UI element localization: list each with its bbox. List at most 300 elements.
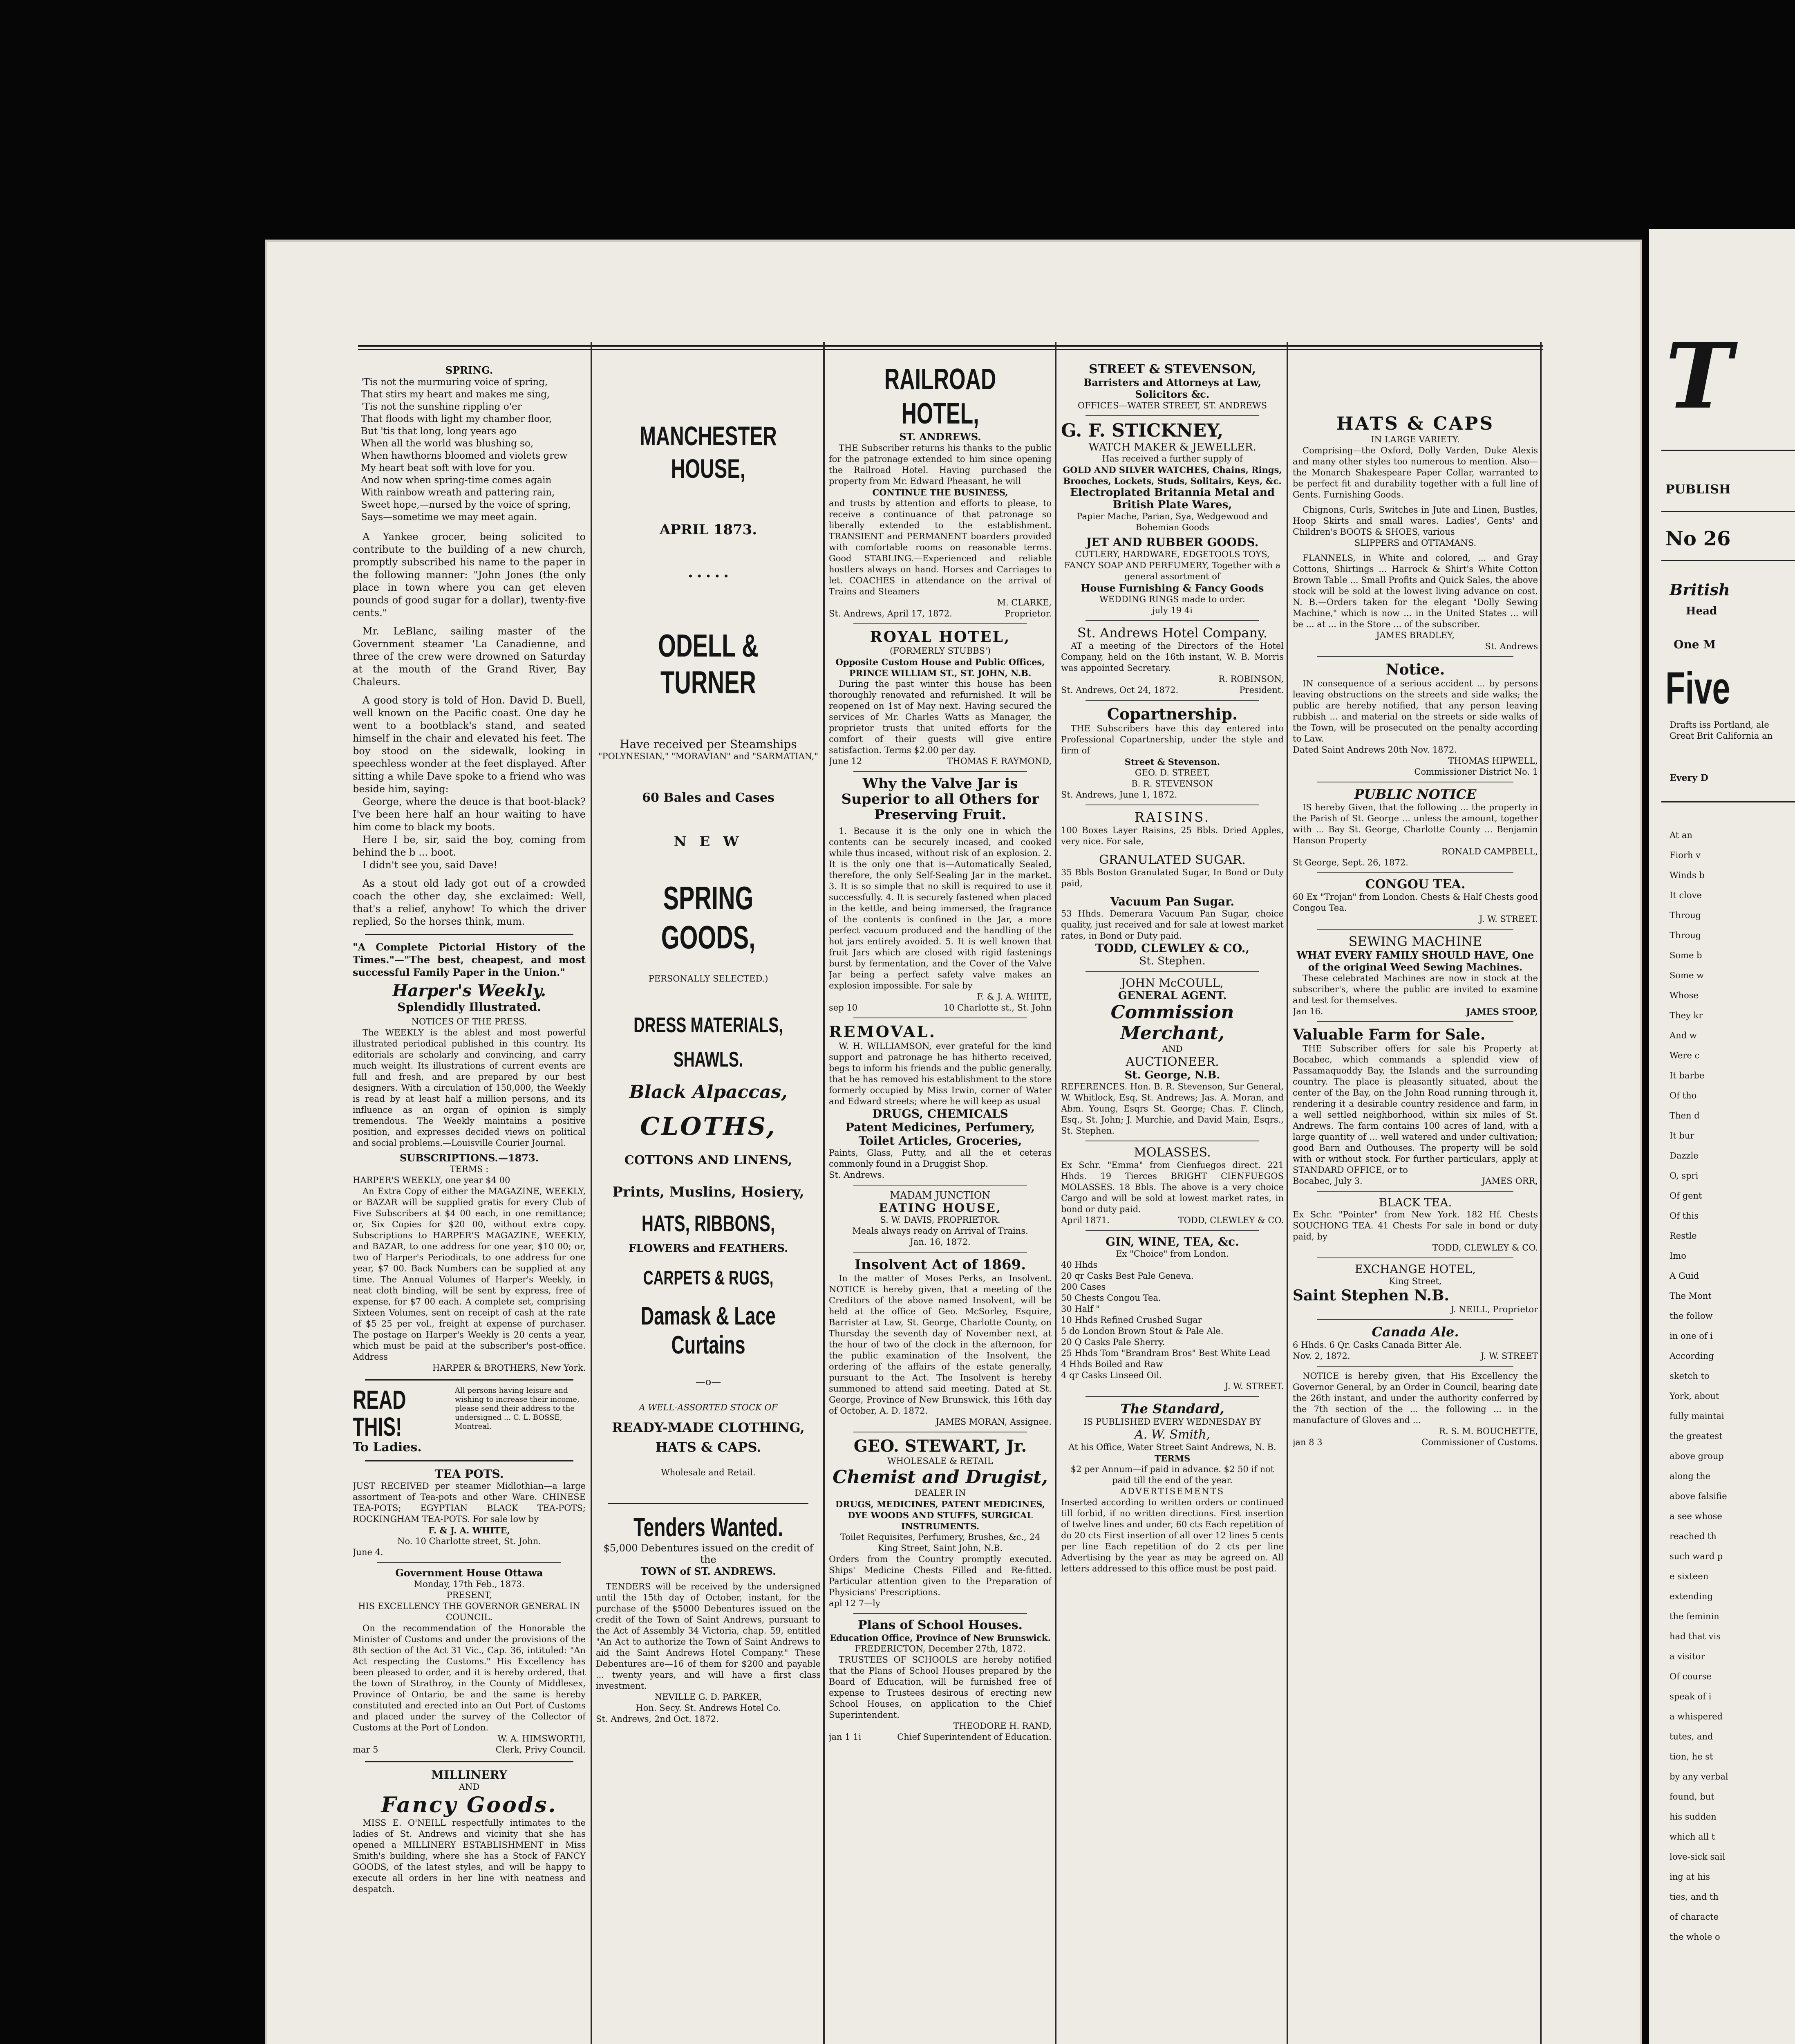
text-fragment-line: The Mont — [1670, 1291, 1712, 1301]
variety: IN LARGE VARIETY. — [1371, 435, 1460, 444]
patent-medicines: Patent Medicines, Perfumery, — [845, 1121, 1035, 1134]
meals-date: Jan. 16, 1872. — [910, 1237, 971, 1247]
top-rule — [358, 345, 1543, 347]
and: AND — [1162, 1044, 1183, 1054]
text-fragment-line: Of tho — [1670, 1091, 1697, 1100]
gov-date: Monday, 17th Feb., 1873. — [414, 1579, 525, 1589]
harper-address: HARPER & BROTHERS, New York. — [432, 1363, 586, 1373]
raisins: RAISINS. — [1134, 809, 1211, 825]
valve-date: sep 10 — [829, 1003, 858, 1013]
copartnership: Copartnership. — [1107, 705, 1238, 723]
continue-business: CONTINUE THE BUSINESS, — [872, 487, 1008, 498]
text-fragment-line: a visitor — [1670, 1652, 1705, 1661]
text-fragment-line: Restle — [1670, 1231, 1697, 1241]
divider — [853, 1185, 1027, 1186]
divider — [1086, 415, 1259, 416]
public-notice: PUBLIC NOTICE — [1354, 787, 1477, 802]
valve-jar-heading: Why the Valve Jar is Superior to all Others for Preserving Fruit. — [841, 775, 1039, 823]
notices-heading: NOTICES OF THE PRESS. — [411, 1017, 527, 1026]
king-street: King Street, — [1389, 1276, 1442, 1286]
molasses-footer — [1061, 1215, 1284, 1226]
valve-signature: F. & J. A. WHITE, — [977, 992, 1052, 1002]
text-fragment-line: York, about — [1670, 1391, 1719, 1401]
divider — [1086, 1230, 1259, 1231]
text-fragment-line: And w — [1670, 1031, 1697, 1040]
manchester-house: MANCHESTER HOUSE, — [640, 421, 777, 484]
royal-signature: THOMAS F. RAYMOND, — [947, 756, 1052, 766]
raisins-text: 100 Boxes Layer Raisins, 25 Bbls. Dried Apples, very nice. For sale, — [1061, 825, 1284, 846]
eating-house: EATING HOUSE, — [879, 1201, 1002, 1215]
gold-watches: GOLD AND SILVER WATCHES, Chains, Rings, Brooches, Lockets, Studs, Solitairs, Keys, &c. — [1063, 465, 1282, 486]
text-fragment-line: the follow — [1670, 1311, 1713, 1321]
st-george: St. George, N.B. — [1124, 1069, 1220, 1081]
dress-materials: DRESS MATERIALS, — [633, 1013, 783, 1037]
text-fragment-line: At an — [1670, 830, 1692, 840]
jet-rubber: JET AND RUBBER GOODS. — [1086, 536, 1259, 549]
text-fragment-line: in one of i — [1670, 1331, 1713, 1341]
text-fragment-line: above group — [1670, 1451, 1724, 1461]
saint-stephen: Saint Stephen N.B. — [1293, 1287, 1449, 1304]
millinery-text: MISS E. O'NEILL respectfully intimates to the ladies of St. Andrews and vicinity that she has opened a MILLINERY ESTABLISHMENT in Miss Smith's building, where she has a Stock of FANCY GOODS, of the latest styles, and will be happy to execute all orders in her line with neatness and despatch. — [353, 1818, 586, 1894]
notice-text: IN consequence of a serious accident ... by persons leaving obstructions on the streets and side walks; the public are hereby notified, that any person leaving rubbish ... and material on the streets or side walks of the Town, will be prosecuted on the penalty according to Law. — [1293, 679, 1538, 744]
public-text: IS hereby Given, that the following ... the property in the Parish of St. George ... unless the amount, together with ... Bay St. George, Charlotte County ... Benjamin Hanson Property — [1293, 802, 1538, 845]
column-rule — [591, 342, 592, 2044]
poem-line: But 'tis that long, long years ago — [361, 426, 517, 437]
text-fragment-line: They kr — [1670, 1011, 1703, 1020]
carpets-rugs: CARPETS & RUGS, — [643, 1267, 774, 1289]
publish-fragment: PUBLISH — [1665, 482, 1731, 497]
gin-item: 20 qr Casks Best Pale Geneva. — [1061, 1271, 1194, 1281]
one-fragment: One M — [1674, 638, 1716, 651]
education-office: Education Office, Province of New Brunswick. — [830, 1633, 1051, 1643]
rand: THEODORE H. RAND, — [953, 1721, 1052, 1731]
notice-date: Dated Saint Andrews 20th Nov. 1872. — [1293, 745, 1457, 755]
st-stephen: St. Stephen. — [1139, 955, 1206, 967]
text-fragment-line: a see whose — [1670, 1511, 1722, 1521]
drugs-list: DRUGS, MEDICINES, PATENT MEDICINES, DYE WOODS AND STUFFS, SURGICAL INSTRUMENTS. — [835, 1499, 1045, 1531]
gov-text: On the recommendation of the Honorable the Minister of Customs and under the provisions of the 8th section of the Act 31 Vic., Cap. 36, intituled: "An Act respecting the Customs." His Excellency has been pleased to order, and it is hereby ordered, that the town of Strathroy, in the County of Middlesex, Province of Ontario, be and the same is hereby constituted and erected into an Out Port of Customs and placed under the survey of the Collector of Customs at the Port of London. — [353, 1623, 586, 1732]
rule — [1661, 560, 1795, 561]
hotel-company: St. Andrews Hotel Company. — [1077, 625, 1268, 641]
bales: 60 Bales and Cases — [642, 791, 774, 805]
article-stout: As a stout old lady got out of a crowded coach the other day, she exclaimed: Well, that's a relief, anyhow! To which the driver replied, So the horses think, mum. — [353, 878, 586, 927]
copartnership-text: THE Subscribers have this day entered into Professional Copartnership, under the style and firm of — [1061, 724, 1284, 755]
article-didnt: I didn't see you, said Dave! — [363, 859, 498, 871]
gin-item: 10 Hhds Refined Crushed Sugar — [1061, 1315, 1202, 1325]
black-tea-text: Ex Schr. "Pointer" from New York. 182 Hf. Chests SOUCHONG TEA. 41 Chests For sale in bond or duty paid, by — [1293, 1210, 1538, 1242]
todd-clewley-2: TODD, CLEWLEY & CO. — [1178, 1215, 1284, 1225]
text-fragment-line: A Guid — [1670, 1271, 1699, 1281]
insolvent-heading: Insolvent Act of 1869. — [854, 1257, 1026, 1273]
formerly: (FORMERLY STUBBS') — [890, 646, 991, 656]
text-fragment-line: reached th — [1670, 1531, 1717, 1541]
gin-item: 4 qr Casks Linseed Oil. — [1061, 1370, 1162, 1380]
bradley: JAMES BRADLEY, — [1376, 630, 1455, 640]
text-fragment-line: speak of i — [1670, 1692, 1712, 1701]
tenders-date: St. Andrews, 2nd Oct. 1872. — [596, 1714, 719, 1724]
subscriptions-heading: SUBSCRIPTIONS.—1873. — [399, 1152, 539, 1164]
bouchette-date: jan 8 3 — [1293, 1437, 1323, 1447]
divider — [1317, 872, 1513, 873]
article-story: A good story is told of Hon. David D. Buell, well known on the Pacific coast. One day he went to a bootblack's stand, and seated himself in the chair and elevated his feet. The boy stood on the sidewalk, looking in speechless wonder at the feet displayed. After sitting a while Dave spoke to a friend who was beside him, saying: — [353, 695, 586, 795]
terms-text: $2 per Annum—if paid in advance. $2 50 if not paid till the end of the year. — [1070, 1464, 1274, 1485]
text-fragment-line: tutes, and — [1670, 1732, 1713, 1741]
campbell: RONALD CAMPBELL, — [1441, 847, 1538, 856]
divider — [365, 1460, 573, 1461]
flowers-feathers: FLOWERS and FEATHERS. — [628, 1242, 788, 1255]
railroad-footer — [829, 608, 1052, 619]
teapots-address: No. 10 Charlotte street, St. John. — [397, 1536, 541, 1546]
canada-text: 6 Hhds. 6 Qr. Casks Canada Bitter Ale. — [1293, 1340, 1462, 1350]
text-fragment-line: Imo — [1670, 1251, 1686, 1261]
bouchette-title: Commissioner of Customs. — [1421, 1437, 1538, 1447]
cottons-linens: COTTONS AND LINENS, — [624, 1153, 792, 1168]
rule — [1661, 450, 1795, 451]
removal-place: St. Andrews. — [829, 1170, 885, 1180]
poem-line: 'Tis not the sunshine rippling o'er — [361, 401, 522, 412]
bouchette: R. S. M. BOUCHETTE, — [1439, 1426, 1538, 1436]
text-fragment-line: a whispered — [1670, 1712, 1723, 1721]
column-2 — [596, 419, 821, 2044]
farm-for-sale: Valuable Farm for Sale. — [1293, 1026, 1486, 1043]
british-fragment: British — [1670, 580, 1730, 599]
text-fragment-line: love-sick sail — [1670, 1852, 1726, 1862]
gov-present: PRESENT, — [446, 1590, 492, 1600]
exchange-hotel: EXCHANGE HOTEL, — [1354, 1262, 1476, 1276]
poem-line: That floods with light my chamber floor, — [361, 414, 552, 424]
royal-hotel: ROYAL HOTEL, — [870, 628, 1011, 645]
harper-price: HARPER'S WEEKLY, one year $4 00 — [353, 1175, 510, 1185]
sewing-text: WHAT EVERY FAMILY SHOULD HAVE, One of the original Weed Sewing Machines. — [1296, 949, 1534, 973]
offices: OFFICES—WATER STREET, ST. ANDREWS — [1077, 401, 1267, 410]
black-tea: BLACK TEA. — [1379, 1196, 1452, 1209]
text-fragment-line: found, but — [1670, 1792, 1714, 1802]
read-this-heading: READ THIS! — [353, 1385, 406, 1441]
read-this-ad — [353, 1386, 586, 1455]
royal-text: During the past winter this house has been thoroughly renovated and refurnished. It will be reopened on 1st of May next. Having secured the services of Mr. Charles Watts as Manager, the proprietor trusts that united efforts for the comfort of their guests will give entire satisfaction. Terms $2.00 per day. — [829, 679, 1052, 755]
stoop-date: Jan 16. — [1293, 1006, 1323, 1016]
sewing-text-2: These celebrated Machines are now in stock at the subscriber's, where the public are invited to examine and test for themselves. — [1293, 973, 1538, 1005]
poem-line: That stirs my heart and makes me sing, — [361, 389, 550, 400]
gov-footer — [353, 1744, 586, 1755]
copartnership-firm: Street & Stevenson. — [1124, 757, 1220, 767]
stickney: G. F. STICKNEY, — [1061, 420, 1224, 441]
poem-line: When all the world was blushing so, — [361, 438, 534, 449]
plans-text: TRUSTEES OF SCHOOLS are hereby notified that the Plans of School Houses prepared by the Board of Education, will be furnished free of expense to Trustees desirous of erecting new School Houses, on application to the Chief Superintendent. — [829, 1655, 1052, 1720]
text-fragment-line: tion, he st — [1670, 1752, 1713, 1762]
text-fragment-line: Some w — [1670, 970, 1704, 980]
molasses: MOLASSES. — [1134, 1145, 1211, 1160]
orr-date: Bocabec, July 3. — [1293, 1176, 1363, 1186]
text-fragment-line: Throug — [1670, 930, 1701, 940]
poem-line: Says—sometime we may meet again. — [361, 512, 537, 522]
drafts-fragment: Drafts iss Portland, ale Great Brit California an — [1670, 720, 1773, 741]
notices-text: The WEEKLY is the ablest and most powerful illustrated periodical published in this country. Its editorials are scholarly and convincing, and carry much weight. Its illustrations of current events are full and fresh, and are prepared by our best designers. With a circulation of 150,000, the Weekly is read by at least half a million persons, and its influence as an organ of opinion is simply tremendous. The Weekly maintains a positive position, and expresses decided views on political and social problems.—Louisville Courier Journal. — [353, 1028, 586, 1148]
fancy-goods-heading: Fancy Goods. — [381, 1793, 557, 1818]
hats-ribbons: HATS, RIBBONS, — [641, 1210, 775, 1236]
hotel-company-text: AT a meeting of the Directors of the Hotel Company, held on the 16th instant, W. B. Morris was appointed Secretary. — [1061, 641, 1284, 673]
divider — [1317, 656, 1513, 657]
president: President. — [1239, 685, 1284, 695]
canada-footer — [1293, 1351, 1538, 1362]
text-fragment-line: It barbe — [1670, 1071, 1705, 1080]
divider — [1317, 1257, 1513, 1258]
office: At his Office, Water Street Saint Andrews, N. B. — [1068, 1442, 1276, 1452]
street-stevenson: STREET & STEVENSON, — [1088, 362, 1256, 377]
railroad-location: ST. ANDREWS. — [899, 431, 981, 443]
text-fragment-line: It bur — [1670, 1131, 1694, 1141]
drugs-chemicals: DRUGS, CHEMICALS — [872, 1107, 1008, 1121]
received-supply: Has received a further supply of — [1102, 454, 1243, 464]
poem-line: My heart beat soft with love for you. — [361, 463, 535, 473]
text-fragment-line: of characte — [1670, 1912, 1719, 1922]
dealer-in: DEALER IN — [914, 1488, 966, 1498]
ready-made: READY-MADE CLOTHING, — [612, 1420, 805, 1435]
orders-date: apl 12 7—ly — [829, 1598, 880, 1608]
column-4 — [1061, 362, 1284, 2044]
orr: JAMES ORR, — [1482, 1176, 1538, 1186]
text-fragment-line: the greatest — [1670, 1431, 1723, 1441]
gin-item: 25 Hhds Tom "Brandram Bros" Best White Lead — [1061, 1348, 1271, 1358]
electroplated: Electroplated Britannia Metal and British Plate Wares, — [1070, 486, 1275, 511]
copartnership-date: St. Andrews, June 1, 1872. — [1061, 790, 1177, 800]
text-fragment-line: such ward p — [1670, 1551, 1723, 1561]
hipwell: THOMAS HIPWELL, — [1448, 756, 1538, 766]
gin-wine-tea: GIN, WINE, TEA, &c. — [1106, 1235, 1239, 1248]
text-fragment-line: Of this — [1670, 1211, 1699, 1221]
notice: Notice. — [1385, 661, 1445, 678]
personally-selected: PERSONALLY SELECTED.) — [648, 974, 768, 984]
adjacent-page — [1649, 229, 1795, 2044]
text-fragment-line: Of course — [1670, 1672, 1712, 1681]
tenders-wanted: Tenders Wanted. — [633, 1513, 783, 1542]
poem-line: Sweet hope,—nursed by the voice of spring, — [361, 500, 571, 510]
divider — [365, 1761, 573, 1762]
text-fragment-line: above falsifie — [1670, 1491, 1727, 1501]
royal-footer — [829, 756, 1052, 767]
congou-text: 60 Ex "Trojan" from London. Chests & Half Chests good Congou Tea. — [1293, 892, 1538, 913]
text-fragment-line: e sixteen — [1670, 1571, 1709, 1581]
house-furnishing: House Furnishing & Fancy Goods — [1081, 582, 1264, 594]
divider — [608, 1503, 808, 1504]
insolvent-text: In the matter of Moses Perks, an Insolvent. NOTICE is hereby given, that a meeting of the Creditors of the above named Insolvent, will be held at the office of Geo. McSorley, Esquire, Barrister at Law, St. George, Charlotte County, on Thursday the seventh day of November next, at the hour of two of the clock in the afternoon, for the public examination of the Insolvent, the ordering of the affairs of the estate generally, pursuant to the Act. The Insolvent is hereby summoned to attend said meeting. Dated at St. George, Province of New Brunswick, this 16th day of October, A. D. 1872. — [829, 1273, 1052, 1416]
removal-heading: REMOVAL. — [829, 1022, 937, 1041]
newspaper-page — [265, 240, 1642, 2044]
prints-muslins: Prints, Muslins, Hosiery, — [612, 1184, 804, 1200]
gin-item: 5 do London Brown Stout & Pale Ale. — [1061, 1326, 1224, 1336]
text-fragment-line: Fiorh v — [1670, 850, 1701, 860]
rand-title: Chief Superintendent of Education. — [897, 1732, 1052, 1742]
rand-date: jan 1 1i — [829, 1732, 862, 1742]
head-fragment: Head — [1686, 605, 1717, 617]
gov-date-mark: mar 5 — [353, 1745, 378, 1755]
fredericton: FREDERICTON, December 27th, 1872. — [855, 1644, 1026, 1654]
text-fragment-line: extending — [1670, 1591, 1713, 1601]
divider — [853, 1252, 1027, 1253]
molasses-text: Ex Schr. "Emma" from Cienfuegos direct. 221 Hhds. 19 Tierces BRIGHT CIENFUEGOS MOLASSES. 18 Bbls. The above is a very choice Cargo and will be sold at lowest market rates, in bond or duty paid. — [1061, 1160, 1284, 1214]
royal-address: Opposite Custom House and Public Offices, PRINCE WILLIAM ST., ST. JOHN, N.B. — [835, 657, 1045, 678]
gov-clerk: Clerk, Privy Council. — [495, 1745, 586, 1755]
papier-mache: Papier Mache, Parian, Sya, Wedgewood and Bohemian Goods — [1077, 511, 1268, 532]
teapots-signature: F. & J. A. WHITE, — [428, 1525, 510, 1535]
millinery-and: AND — [459, 1782, 480, 1792]
every-fragment: Every D — [1670, 773, 1708, 783]
publisher: A. W. Smith, — [1135, 1428, 1210, 1442]
valve-address: 10 Charlotte st., St. John — [943, 1003, 1052, 1013]
granulated-sugar: GRANULATED SUGAR. — [1099, 853, 1246, 867]
references: REFERENCES. Hon. B. R. Stevenson, Sur General, W. Whitlock, Esq, St. Andrews; Jas. A. Moran, and Abm. Young, Esqrs St. George; Chas. F. Clinch, Esq., St. John; J. Murchie, and David Main, Esqrs., St. Stephen. — [1061, 1082, 1284, 1136]
poem-line: And now when spring-time comes again — [361, 475, 552, 486]
black-tea-signature: TODD, CLEWLEY & CO. — [1432, 1243, 1538, 1253]
wedding-rings: WEDDING RINGS made to order. — [1099, 594, 1245, 604]
wholesale-retail-3: WHOLESALE & RETAIL — [887, 1456, 993, 1466]
text-fragment-line: fully maintai — [1670, 1411, 1724, 1421]
robinson: R. ROBINSON, — [1218, 674, 1284, 684]
column-rule — [823, 342, 825, 2044]
commission-merchant: Commission Merchant, — [1110, 1002, 1234, 1044]
column-5 — [1293, 413, 1538, 2044]
clarke: M. CLARKE, — [997, 598, 1052, 607]
neville-title: Hon. Secy. St. Andrews Hotel Co. — [636, 1703, 781, 1713]
chemist-druggist: Chemist and Drugist, — [833, 1467, 1048, 1488]
shawls: SHAWLS. — [673, 1048, 743, 1071]
the-standard: The Standard, — [1120, 1401, 1224, 1416]
gin-item: 4 Hhds Boiled and Raw — [1061, 1359, 1163, 1369]
text-fragment-line: which all t — [1670, 1832, 1715, 1842]
cloths: CLOTHS, — [640, 1112, 777, 1141]
text-fragment-line: ing at his — [1670, 1872, 1710, 1882]
teapots-date: June 4. — [353, 1547, 383, 1557]
column-3 — [829, 362, 1052, 2044]
column-1 — [353, 364, 586, 2044]
divider — [365, 1379, 573, 1381]
railroad-text: THE Subscriber returns his thanks to the public for the patronage extended to him since opening the Railroad Hotel. Having purchased the property from Mr. Edward Pheasant, he will — [829, 443, 1052, 486]
harper-title: Harper's Weekly. — [392, 981, 546, 1000]
rule — [1661, 801, 1795, 802]
text-fragment-line: by any verbal — [1670, 1772, 1728, 1782]
spring-goods: SPRING GOODS, — [661, 880, 756, 955]
removal-text: W. H. WILLIAMSON, ever grateful for the kind support and patronage he has hitherto received, begs to inform his friends and the public generally, that he has removed his establishment to the store formerly occupied by Miss Irwin, corner of Water and Edward streets; where he will keep as usual — [829, 1041, 1052, 1106]
customs-notice: NOTICE is hereby given, that His Excellency the Governor General, by an Order in Council, bearing date the 26th instant, and under the authority conferred by the 7th section of the ... the following ... in the manufacture of Gloves and ... — [1293, 1371, 1538, 1425]
text-fragment-line: Of gent — [1670, 1191, 1702, 1201]
gin-item: 30 Half " — [1061, 1304, 1100, 1314]
neill: J. NEILL, Proprietor — [1450, 1304, 1538, 1314]
ornament: —o— — [695, 1376, 721, 1387]
terms-heading: TERMS : — [450, 1164, 489, 1174]
canada-signature: J. W. STREET — [1480, 1351, 1538, 1361]
moran: JAMES MORAN, Assignee. — [936, 1417, 1052, 1427]
divider — [853, 623, 1027, 624]
sewing-footer — [1293, 1006, 1538, 1017]
hats-text: Comprising—the Oxford, Dolly Varden, Duke Alexis and many other styles too numerous to mention. Also—the Monarch Shakespeare Paper Collar, warranted to be perfect fit and durability together with a full line of Gents. Furnishing Goods. — [1293, 446, 1538, 500]
poem-line: 'Tis not the murmuring voice of spring, — [361, 377, 548, 388]
article-here: Here I be, sir, said the boy, coming from behind the b ... boot. — [353, 834, 586, 858]
cutlery: CUTLERY, HARDWARE, EDGETOOLS TOYS, FANCY SOAP AND PERFUMERY, Together with a general assortment of — [1064, 549, 1281, 581]
divider — [1317, 1021, 1513, 1022]
toilet-requisites: Toilet Requisites, Perfumery, Brushes, &c., 24 King Street, Saint John, N.B. — [840, 1532, 1041, 1553]
todd-clewley: TODD, CLEWLEY & CO., — [1095, 941, 1250, 955]
column-rule — [1540, 342, 1542, 2044]
gin-signature: J. W. STREET. — [1225, 1381, 1284, 1391]
text-fragment-line: Some b — [1670, 950, 1702, 960]
paints-text: Paints, Glass, Putty, and all the et ceteras commonly found in a Druggist Shop. — [829, 1148, 1052, 1169]
column-rule — [1287, 342, 1288, 2044]
hats-caps-5: HATS & CAPS — [1336, 413, 1495, 434]
text-fragment-line: It clove — [1670, 890, 1702, 900]
published: IS PUBLISHED EVERY WEDNESDAY BY — [1083, 1417, 1261, 1427]
molasses-date: April 1871. — [1061, 1215, 1110, 1225]
poem-line: With rainbow wreath and pattering rain, — [361, 487, 555, 498]
read-this-ladies: To Ladies. — [353, 1440, 422, 1455]
divider — [853, 1613, 1027, 1614]
chignons: Chignons, Curls, Switches in Jute and Linen, Bustles, Hoop Skirts and small wares. Ladies', Gents' and Children's BOOTS & SHOES, various — [1293, 505, 1538, 537]
debentures: $5,000 Debentures issued on the credit of the — [603, 1542, 813, 1565]
farm-footer — [1293, 1176, 1538, 1187]
text-fragment-line: the whole o — [1670, 1932, 1720, 1942]
poem-title: SPRING. — [445, 364, 493, 376]
gin-item: 200 Cases — [1061, 1282, 1106, 1292]
meals: Meals always ready on Arrival of Trains. — [852, 1226, 1028, 1236]
text-fragment-line: Were c — [1670, 1051, 1700, 1060]
text-fragment-line: had that vis — [1670, 1632, 1721, 1641]
poem — [361, 376, 586, 523]
gov-title: Government House Ottawa — [395, 1567, 543, 1579]
divider — [1317, 929, 1513, 930]
public-date: St George, Sept. 26, 1872. — [1293, 858, 1408, 867]
valve-footer — [829, 1002, 1052, 1013]
wholesale-retail: Wholesale and Retail. — [661, 1468, 756, 1477]
divider — [1086, 971, 1259, 972]
railroad-date: St. Andrews, April 17, 1872. — [829, 609, 952, 619]
slippers: SLIPPERS and OTTAMANS. — [1354, 538, 1477, 548]
harper-quote: "A Complete Pictorial History of the Times."—"The best, cheapest, and most successful Family Paper in the Union." — [353, 941, 586, 978]
granulated-text: 35 Bbls Boston Granulated Sugar, In Bond or Duty paid, — [1061, 867, 1284, 888]
barristers: Barristers and Attorneys at Law, Solicitors &c. — [1083, 377, 1261, 400]
teapots-text: JUST RECEIVED per steamer Midlothian—a large assortment of Tea-pots and other Ware. CHINESE TEA-POTS; EGYPTIAN BLACK TEA-POTS; ROCKINGHAM TEA-POTS. For sale low by — [353, 1481, 586, 1524]
vacuum-text: 53 Hhds. Demerara Vacuum Pan Sugar, choice quality, just received and for sale at lowest market rates, in Bond or Duty paid. — [1061, 909, 1284, 941]
read-this-text: All persons having leisure and wishing to increase their income, please send their address to the undersigned ... C. L. BOSSE, Montreal. — [455, 1386, 580, 1431]
davis: S. W. DAVIS, PROPRIETOR. — [880, 1215, 1000, 1225]
hotel-footer — [1061, 685, 1284, 696]
text-fragment-line: ties, and th — [1670, 1892, 1719, 1902]
article-yankee: A Yankee grocer, being solicited to contribute to the building of a new church, promptly subscribed his name to the paper in the following manner: "John Jones (the only place in town where you can get eleven pounds of good sugar for a dollar), twenty-five cents." — [353, 531, 586, 619]
advertisements-text: Inserted according to written orders or continued till forbid, if no written directions. First insertion of twelve lines and under, 60 cts Each repetition of do 20 cts First insertion of all over 12 lines 5 cents per line Each repetition of do 2 cts per line Advertising by the year as may be agreed on. All letters addressed to this office must be post paid. — [1061, 1497, 1284, 1573]
text-fragment-line: his sudden — [1670, 1812, 1717, 1822]
canada-date: Nov. 2, 1872. — [1293, 1351, 1350, 1361]
neville: NEVILLE G. D. PARKER, — [654, 1692, 762, 1702]
harper-subtitle: Splendidly Illustrated. — [397, 1000, 541, 1014]
town-st-andrews: TOWN of ST. ANDREWS. — [640, 1565, 776, 1577]
subscriptions-text: An Extra Copy of either the MAGAZINE, WEEKLY, or BAZAR will be supplied gratis for every Club of Five Subscribers at $4 00 each, in one remittance; or, Six Copies for $20 00, without extra copy. Subscriptions to HARPER'S MAGAZINE, WEEKLY, and BAZAR, to one address for one year, $10 00; or, two of Harper's Periodicals, to one address for one year, $7 00. Back Numbers can be supplied at any time. The Annual Volumes of Harper's Weekly, in neat cloth binding, will be sent by express, free of expense, for $7 00 each. A complete set, comprising Sixteen Volumes, sent on receipt of cash at the rate of $5 25 per vol., freight at expense of purchaser. The postage on Harper's Weekly is 20 cents a year, which must be paid at the subscriber's post-office. Address — [353, 1186, 586, 1362]
five-fragment: Five — [1665, 663, 1730, 713]
canada-ale: Canada Ale. — [1372, 1324, 1459, 1340]
proprietor: Proprietor. — [1005, 609, 1052, 619]
terms: TERMS — [1154, 1453, 1191, 1464]
text-fragment-line: the feminin — [1670, 1611, 1719, 1621]
text-fragments — [1670, 830, 1792, 1952]
tenders-text: TENDERS will be received by the undersigned until the 15th day of October, instant, for the purchase of the $5000 Debentures issued on the credit of the Town of Saint Andrews, pursuant to the Act of Assembly 34 Victoria, chap. 59, entitled "An Act to authorize the Town of Saint Andrews to aid the Saint Andrews Hotel Company." These Debentures are—16 of them for $200 and payable ... twenty years, and will have a first class investment. — [596, 1582, 821, 1691]
text-fragment-line: Throug — [1670, 910, 1701, 920]
ornament: • • • • • — [687, 571, 729, 582]
royal-date: June 12 — [829, 756, 862, 766]
text-fragment-line: Whose — [1670, 991, 1699, 1000]
stoop: JAMES STOOP, — [1466, 1006, 1538, 1017]
divider — [377, 1562, 561, 1563]
sewing-machines: SEWING MACHINE — [1348, 934, 1482, 949]
valve-text: 1. Because it is the only one in which the contents can be securely incased, and cooked while thus incased, without risk of an explosion. 2. It is the only one that is—Automatically Sealed, therefore, the only Self-Sealing Jar in the market. 3. It is so simple that no skill is required to use it successfully. 4. It is securely fastened when placed in the kettle, and being immersed, the fragrance of the contents is confined in the Jar, a more perfect vacuum produced and the handling of the hot jars entirely avoided. 5. It is well known that fruit Jars which are closed with rigid fastenings burst by fermentation, and the Cover of the Valve Jar being a perfect safety valve makes an explosion impossible. For sale by — [829, 826, 1052, 991]
copartnership-sig-1: GEO. D. STREET, — [1135, 768, 1210, 778]
text-fragment-line: Then d — [1670, 1111, 1700, 1121]
